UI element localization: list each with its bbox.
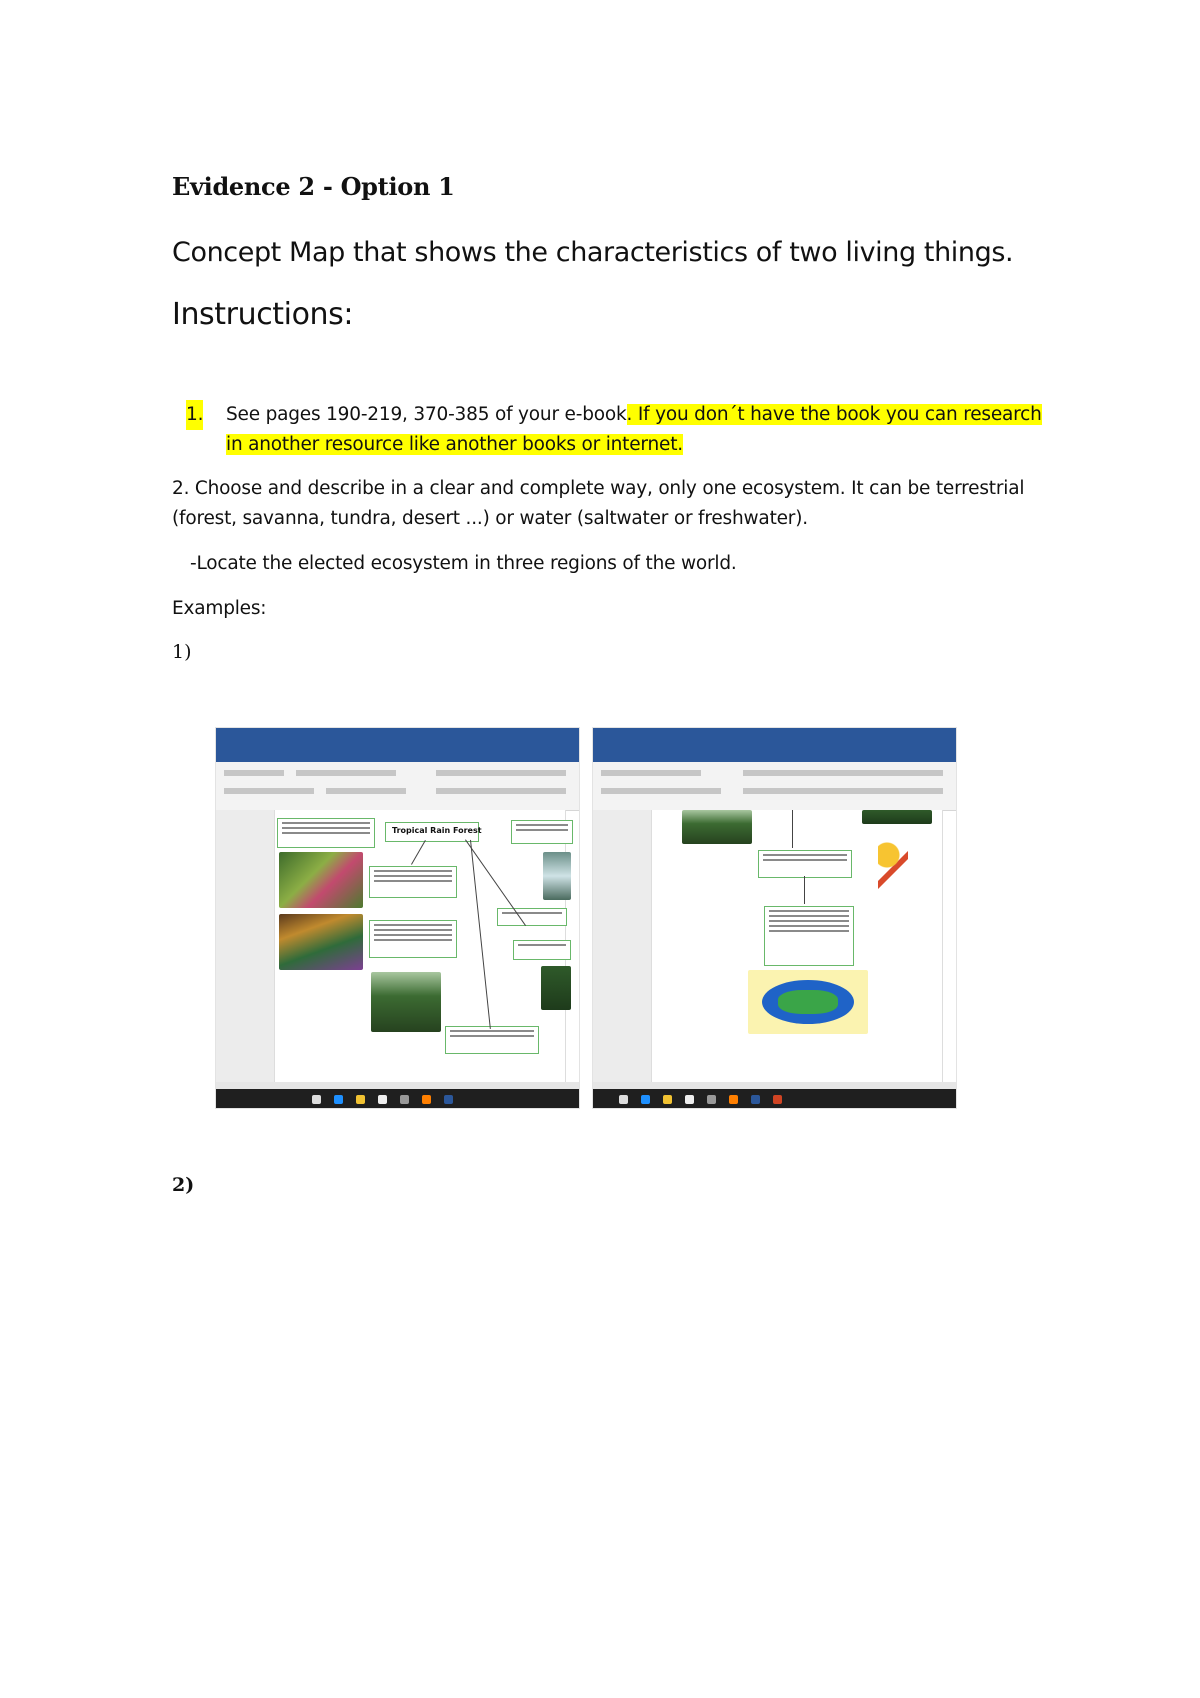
concept-box bbox=[277, 818, 375, 848]
connector-line bbox=[792, 810, 793, 848]
window-titlebar bbox=[593, 728, 956, 746]
ribbon-toolbar bbox=[593, 762, 956, 811]
concept-box bbox=[513, 940, 571, 960]
connector-line bbox=[411, 840, 426, 865]
canopy-photo bbox=[862, 810, 932, 824]
example-2-label: 2) bbox=[172, 1174, 195, 1196]
waterfall-photo bbox=[543, 852, 571, 900]
concept-box bbox=[445, 1026, 539, 1054]
document-page bbox=[274, 810, 566, 1082]
ribbon-toolbar bbox=[216, 762, 579, 811]
concept-title: Tropical Rain Forest bbox=[392, 826, 482, 835]
concept-box bbox=[369, 866, 457, 898]
concept-box bbox=[511, 820, 573, 844]
status-bar bbox=[593, 1082, 956, 1089]
example-1-label: 1) bbox=[172, 641, 192, 663]
thermometer-sun-icon bbox=[878, 840, 908, 900]
item1-plain-text: See pages 190-219, 370-385 of your e-book bbox=[226, 404, 627, 425]
jungle-photo bbox=[541, 966, 571, 1010]
forest-photo bbox=[682, 810, 752, 844]
left-gutter bbox=[593, 810, 651, 1082]
status-bar bbox=[216, 1082, 579, 1089]
concept-box bbox=[497, 908, 567, 926]
connector-line bbox=[470, 840, 491, 1029]
forest-photo bbox=[371, 972, 441, 1032]
window-titlebar bbox=[216, 728, 579, 746]
connector-line bbox=[804, 876, 805, 904]
taskbar bbox=[593, 1089, 956, 1109]
document-title: Evidence 2 - Option 1 bbox=[172, 172, 455, 201]
document-page bbox=[651, 810, 943, 1082]
orchid-photo bbox=[279, 852, 363, 908]
concept-box bbox=[764, 906, 854, 966]
menu-bar bbox=[216, 746, 580, 762]
document-subtitle: Concept Map that shows the characteristics of two living things. bbox=[172, 237, 1014, 268]
example-screenshot-left bbox=[215, 727, 580, 1109]
left-gutter bbox=[216, 810, 274, 1082]
item1-highlighted-text: . If you don´t have the book you can research in another resource like another books or internet. bbox=[226, 404, 1042, 455]
taskbar bbox=[216, 1089, 579, 1109]
item2-text: 2. Choose and describe in a clear and complete way, only one ecosystem. It can be terrestrial (forest, savanna, tundra, desert ...) or water (saltwater or freshwater). bbox=[172, 478, 1025, 529]
item1-number: 1. bbox=[186, 400, 203, 430]
world-map-image bbox=[748, 970, 868, 1034]
menu-bar bbox=[593, 746, 957, 762]
examples-label: Examples: bbox=[172, 598, 267, 619]
locate-instruction: -Locate the elected ecosystem in three regions of the world. bbox=[190, 553, 737, 574]
concept-box bbox=[758, 850, 852, 878]
item1-text bbox=[226, 400, 1046, 460]
example-screenshot-right bbox=[592, 727, 957, 1109]
instructions-heading: Instructions: bbox=[172, 297, 354, 332]
concept-box bbox=[369, 920, 457, 958]
rainforest-layers-photo bbox=[279, 914, 363, 970]
